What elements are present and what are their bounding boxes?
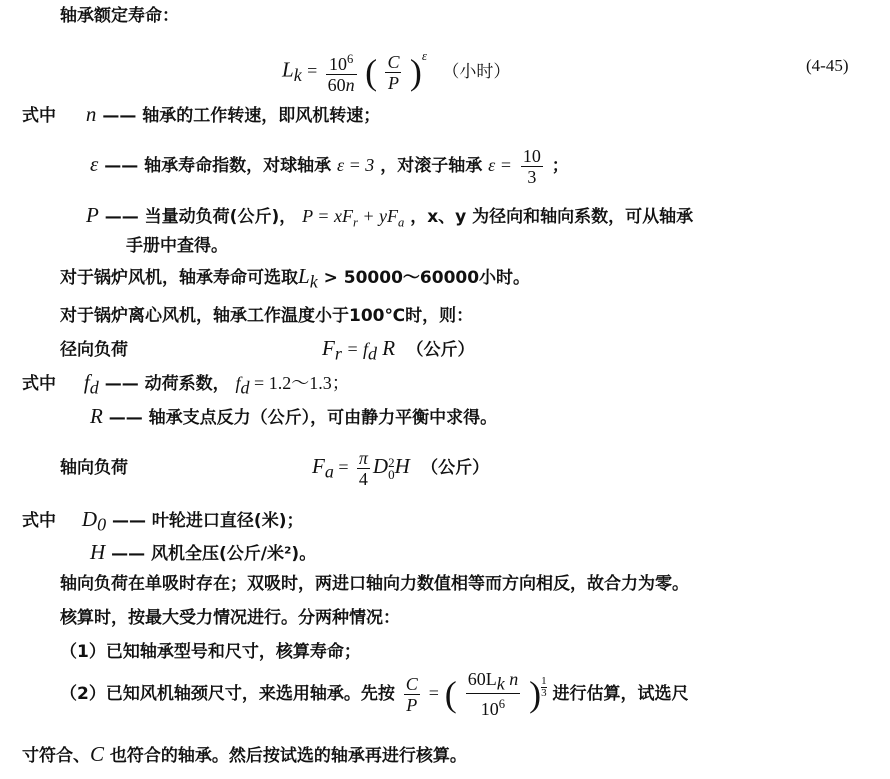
symbol-fd-sub: d	[89, 377, 99, 398]
last-line-symbol: C	[90, 742, 105, 766]
axial-F: F	[312, 454, 325, 478]
H-description: —— 风机全压(公斤/米²)。	[111, 544, 317, 564]
p-tail-2: 手册中查得。	[126, 236, 228, 256]
equation-rated-life	[282, 38, 510, 94]
centrifugal-line	[60, 304, 473, 328]
epsilon-end: ；	[551, 156, 569, 176]
case-1	[60, 640, 361, 664]
eq1-unit: （小时）	[442, 61, 511, 82]
radial-label: 径向负荷	[60, 340, 128, 360]
where-d0-line	[22, 507, 303, 536]
eq1-lhs-sub: k	[293, 65, 302, 86]
radial-F: F	[322, 336, 335, 360]
axial-unit: （公斤）	[421, 458, 490, 478]
symbol-H: H	[90, 540, 106, 564]
boiler-fan-post: > 50000～60000小时。	[317, 268, 531, 288]
symbol-D0: D	[81, 507, 98, 531]
case-2-inner-den-val: 10	[480, 699, 499, 720]
last-line-pre: 寸符合、	[22, 746, 90, 766]
where-p-line	[86, 203, 693, 235]
symbol-D0-sub: 0	[97, 514, 107, 535]
radial-eq: = f	[341, 339, 368, 359]
eq1-inner-num: C	[387, 51, 400, 72]
eq1-frac-num-val: 10	[329, 54, 347, 75]
eq1-lhs: L	[282, 57, 294, 82]
radial-formula	[322, 336, 474, 365]
case-2-inner-den-sup: 6	[498, 697, 506, 712]
fd-value-sub: d	[240, 377, 250, 398]
where-lead-2: 式中	[22, 374, 56, 394]
last-line	[22, 742, 467, 768]
radial-load-line	[60, 338, 128, 362]
axial-F-sub: a	[324, 461, 334, 482]
heading-text: 轴承额定寿命：	[60, 6, 179, 26]
where-p-line-2	[126, 234, 228, 258]
case-2-lparen: (	[444, 674, 457, 714]
epsilon-roller-symbol: ε =	[488, 155, 512, 175]
axial-load-line	[60, 456, 128, 480]
fd-description: —— 动荷系数，	[104, 374, 230, 394]
case-2-exp-den: 3	[541, 687, 547, 699]
fd-value-symbol: f	[235, 373, 241, 393]
eq1-frac-den-var: n	[345, 75, 355, 96]
case-2-inner-den	[466, 694, 521, 719]
case-2-inner-num	[466, 669, 521, 694]
heading	[60, 4, 179, 28]
symbol-p: P	[86, 203, 99, 227]
eq1-exponent: ε	[421, 48, 428, 63]
last-line-post: 也符合的轴承。然后按试选的轴承再进行核算。	[104, 746, 467, 766]
where-lead-3: 式中	[22, 511, 56, 531]
axial-frac-num: π	[358, 448, 368, 468]
symbol-epsilon: ε	[90, 152, 99, 176]
axial-eq: =	[333, 457, 349, 477]
eq1-rparen: )	[409, 52, 422, 93]
p-formula-b: + yF	[357, 206, 398, 226]
p-formula	[302, 206, 405, 230]
R-description: —— 轴承支点反力（公斤），可由静力平衡中求得。	[108, 408, 498, 428]
epsilon-ball-value: ε = 3	[337, 155, 375, 175]
boiler-fan-pre: 对于锅炉风机，轴承寿命可选取	[60, 268, 298, 288]
axial-frac-den: 4	[358, 469, 368, 489]
boiler-fan-symbol: L	[298, 264, 310, 288]
n-description: —— 轴承的工作转速，即风机转速；	[102, 106, 381, 126]
radial-R: R	[377, 336, 396, 360]
p-tail: ，x、y 为径向和轴向系数，可从轴承	[410, 207, 694, 227]
epsilon-roller-fraction	[521, 146, 543, 187]
p-formula-a: P = xF	[302, 206, 353, 226]
radial-unit: （公斤）	[406, 340, 475, 360]
case-1-text: （1）已知轴承型号和尺寸，核算寿命；	[60, 642, 361, 662]
paragraph-check	[60, 606, 400, 630]
eq1-frac-num-sup: 6	[347, 52, 354, 67]
symbol-n: n	[85, 102, 97, 126]
epsilon-frac-num: 10	[522, 145, 541, 166]
centrifugal-text: 对于锅炉离心风机，轴承工作温度小于100℃时，则：	[60, 306, 474, 326]
where-fd-line	[22, 370, 350, 399]
axial-fraction	[357, 448, 370, 489]
epsilon-frac-den: 3	[527, 166, 537, 187]
radial-fd-sub: d	[368, 343, 377, 364]
case-2-frac-den: P	[406, 694, 418, 715]
axial-D: D	[372, 454, 389, 478]
case-2-rparen: )	[529, 674, 542, 714]
axial-D-sup: 2	[388, 454, 395, 470]
D0-description: —— 叶轮进口直径(米)；	[112, 511, 304, 531]
eq1-frac-den	[326, 75, 357, 95]
case-2-inner-num-n: n	[504, 668, 519, 689]
eq1-inner-den: P	[387, 72, 399, 93]
case-2-cp-fraction	[404, 674, 420, 715]
case-2	[60, 668, 689, 718]
case-2-inner-num-L: 60L	[467, 668, 497, 689]
paragraph-check-text: 核算时，按最大受力情况进行。分两种情况：	[60, 608, 400, 628]
eq1-frac-den-val: 60	[327, 75, 346, 96]
where-lead-1: 式中	[22, 106, 56, 126]
epsilon-roller-text: ，对滚子轴承	[380, 156, 483, 176]
case-2-inner-num-sub: k	[496, 673, 505, 694]
case-2-exponent	[541, 676, 547, 699]
where-epsilon-line	[90, 144, 569, 187]
radial-F-sub: r	[334, 343, 342, 364]
p-description: —— 当量动负荷(公斤)，	[104, 207, 297, 227]
case-2-exp-num: 1	[541, 675, 547, 687]
axial-formula	[312, 440, 489, 492]
case-2-eq: =	[428, 683, 439, 703]
eq1-fraction	[326, 49, 357, 95]
p-formula-sub-r: r	[352, 215, 358, 230]
eq1-equals: =	[307, 60, 318, 81]
case-2-pre: （2）已知风机轴颈尺寸，来选用轴承。先按	[60, 684, 395, 704]
equation-number: (4-45)	[806, 56, 849, 75]
axial-label: 轴向负荷	[60, 458, 128, 478]
boiler-fan-symbol-sub: k	[309, 271, 318, 292]
where-n-line	[22, 102, 380, 128]
axial-H: H	[394, 454, 410, 478]
paragraph-axial	[60, 572, 689, 596]
epsilon-description: —— 轴承寿命指数，对球轴承	[104, 156, 332, 176]
boiler-fan-line	[60, 264, 530, 293]
case-2-post: 进行估算，试选尺	[552, 684, 689, 704]
axial-D-sub: 0	[388, 466, 395, 482]
case-2-frac-num: C	[405, 673, 418, 694]
eq1-lparen: (	[365, 52, 378, 93]
symbol-fd: f	[83, 370, 90, 394]
where-r-line	[90, 404, 497, 430]
eq1-inner-fraction	[385, 52, 401, 93]
p-formula-sub-a: a	[398, 215, 405, 230]
where-h-line	[90, 540, 316, 566]
case-2-inner-fraction	[466, 669, 521, 719]
eq1-frac-num	[326, 49, 357, 75]
paragraph-axial-text: 轴向负荷在单吸时存在；双吸时，两进口轴向力数值相等而方向相反，故合力为零。	[60, 574, 689, 594]
symbol-R: R	[90, 404, 103, 428]
fd-value: = 1.2～1.3；	[249, 373, 350, 393]
